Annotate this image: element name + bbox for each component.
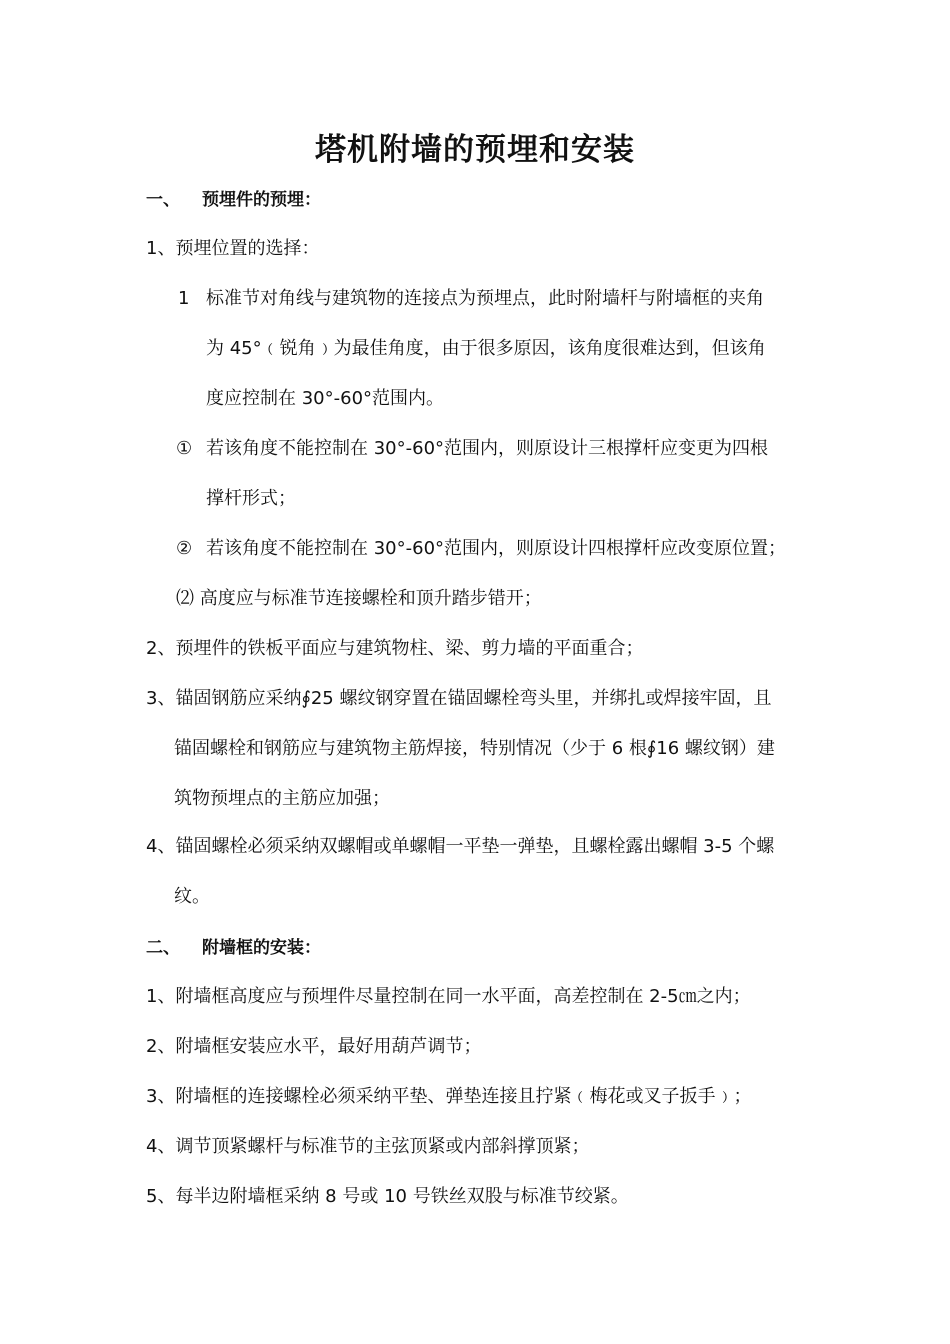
paragraph-line: 标准节对角线与建筑物的连接点为预埋点，此时附墙杆与附墙框的夹角 xyxy=(206,288,764,309)
list-item: 2、预埋件的铁板平面应与建筑物柱、梁、剪力墙的平面重合； xyxy=(146,638,644,659)
list-item: 3、附墙框的连接螺栓必须采纳平垫、弹垫连接且拧紧﹙梅花或叉子扳手﹚； xyxy=(146,1086,752,1107)
section-heading-text: 预埋件的预埋： xyxy=(202,190,321,210)
list-item: 1、附墙框高度应与预埋件尽量控制在同一水平面，高差控制在 2-5㎝之内； xyxy=(146,986,751,1007)
list-item: 4、调节顶紧螺杆与标准节的主弦顶紧或内部斜撑顶紧； xyxy=(146,1136,590,1157)
section-heading-1 xyxy=(146,187,321,213)
list-item: ⑵ 高度应与标准节连接螺栓和顶升踏步错开； xyxy=(176,588,542,609)
paragraph-line: 纹。 xyxy=(174,886,210,907)
list-item: 5、每半边附墙框采纳 8 号或 10 号铁丝双股与标准节绞紧。 xyxy=(146,1186,629,1207)
paragraph-line: 筑物预埋点的主筋应加强； xyxy=(174,788,390,809)
paragraph-line: 若该角度不能控制在 30°-60°范围内，则原设计四根撑杆应改变原位置； xyxy=(206,538,787,559)
paragraph-line: 撑杆形式； xyxy=(206,488,296,509)
circled-number: ② xyxy=(176,538,193,559)
document-title: 塔机附墙的预埋和安装 xyxy=(315,132,635,168)
list-item: 4、锚固螺栓必须采纳双螺帽或单螺帽一平垫一弹垫，且螺栓露出螺帽 3-5 个螺 xyxy=(146,836,775,857)
section-heading-2 xyxy=(146,935,321,961)
paragraph-line: 若该角度不能控制在 30°-60°范围内，则原设计三根撑杆应变更为四根 xyxy=(206,438,769,459)
section-number: 一、 xyxy=(146,190,180,210)
circled-number: ① xyxy=(176,438,193,459)
list-item: 1、预埋位置的选择： xyxy=(146,238,320,259)
paragraph-line: 锚固螺栓和钢筋应与建筑物主筋焊接，特别情况（少于 6 根∮16 螺纹钢）建 xyxy=(174,738,775,759)
sub-item-number: 1 xyxy=(178,288,190,309)
paragraph-line: 为 45°﹙锐角﹚为最佳角度，由于很多原因，该角度很难达到，但该角 xyxy=(206,338,766,359)
section-heading-text: 附墙框的安装： xyxy=(202,938,321,958)
section-number: 二、 xyxy=(146,938,180,958)
list-item: 3、锚固钢筋应采纳∮25 螺纹钢穿置在锚固螺栓弯头里，并绑扎或焊接牢固，且 xyxy=(146,688,772,709)
list-item: 2、附墙框安装应水平，最好用葫芦调节； xyxy=(146,1036,482,1057)
paragraph-line: 度应控制在 30°-60°范围内。 xyxy=(206,388,445,409)
